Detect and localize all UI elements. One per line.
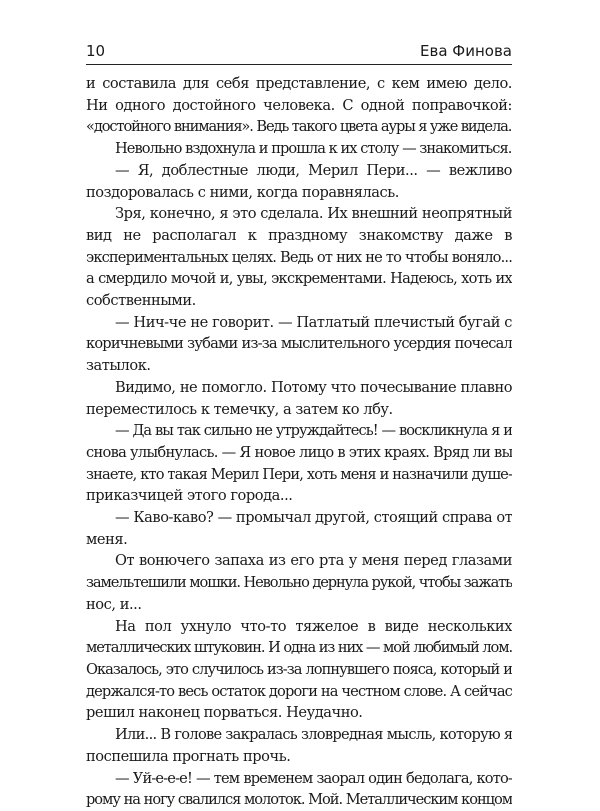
body-text (86, 73, 512, 811)
text-line: переместилось к темечку, а затем ко лбу. (86, 400, 393, 418)
text-line: Или... В голове закралась зловредная мысль, которую я (115, 726, 512, 744)
text-line: Зря, конечно, я это сделала. Их внешний неопрятный (115, 205, 512, 223)
text-line: собственными. (86, 292, 196, 310)
text-line: — Нич-че не говорит. — Патлатый плечистый бугай с (115, 313, 512, 331)
text-line: На пол ухнуло что-то тяжелое в виде нескольких (115, 617, 512, 635)
text-line: — Да вы так сильно не утруждайтесь! — воскликнула я и (115, 422, 512, 440)
page-number: 10 (86, 42, 106, 60)
text-line: затылок. (86, 357, 151, 375)
page-header (86, 40, 512, 64)
text-line: знаете, кто такая Мерил Пери, хоть меня и назначили душе- (86, 465, 512, 483)
text-line: Оказалось, это случилось из-за лопнувшего пояса, который и (86, 660, 512, 678)
text-line: металлических штуковин. И одна из них — мой любимый лом. (86, 639, 512, 657)
text-line: Невольно вздохнула и прошла к их столу — знакомиться. (115, 140, 512, 158)
text-line: коричневыми зубами из-за мыслительного усердия почесал (86, 335, 512, 353)
text-line: Ни одного достойного человека. С одной поправочкой: (86, 96, 512, 114)
text-line: нос, и... (86, 595, 142, 613)
text-line: а смердило мочой и, увы, экскрементами. Надеюсь, хоть их (86, 270, 512, 288)
text-line: экспериментальных целях. Ведь от них не то чтобы воняло... (86, 248, 512, 266)
text-line: приказчицей этого города... (86, 487, 293, 505)
text-line: держался-то весь остаток дороги на честном слове. А сейчас (86, 682, 512, 700)
text-line: и составила для себя представление, с кем имею дело. (86, 75, 512, 92)
text-line: рому на ногу свалился молоток. Мой. Металлическим концом (86, 791, 512, 809)
text-line: — Я, доблестные люди, Мерил Пери... — вежливо (115, 161, 512, 179)
text-line: замельтешили мошки. Невольно дернула рукой, чтобы зажать (86, 574, 512, 592)
text-line: От вонючего запаха из его рта у меня перед глазами (115, 552, 512, 570)
text-line: решил наконец порваться. Неудачно. (86, 704, 363, 722)
text-line: — Уй-е-е-е! — тем временем заорал один бедолага, кото- (115, 769, 512, 787)
text-line: вид не располагал к праздному знакомству даже в (86, 226, 512, 244)
header-rule (86, 64, 512, 65)
text-line: Видимо, не помогло. Потому что почесывание плавно (115, 378, 512, 396)
text-line: поспешила прогнать прочь. (86, 747, 291, 765)
text-line: снова улыбнулась. — Я новое лицо в этих краях. Вряд ли вы (86, 443, 512, 461)
running-title: Ева Финова (420, 42, 512, 60)
text-line: поздоровалась с ними, когда поравнялась. (86, 183, 399, 201)
text-line: — Каво-каво? — промычал другой, стоящий справа от (115, 509, 512, 527)
text-line: «достойного внимания». Ведь такого цвета ауры я уже видела. (86, 118, 512, 136)
text-line: меня. (86, 530, 128, 548)
